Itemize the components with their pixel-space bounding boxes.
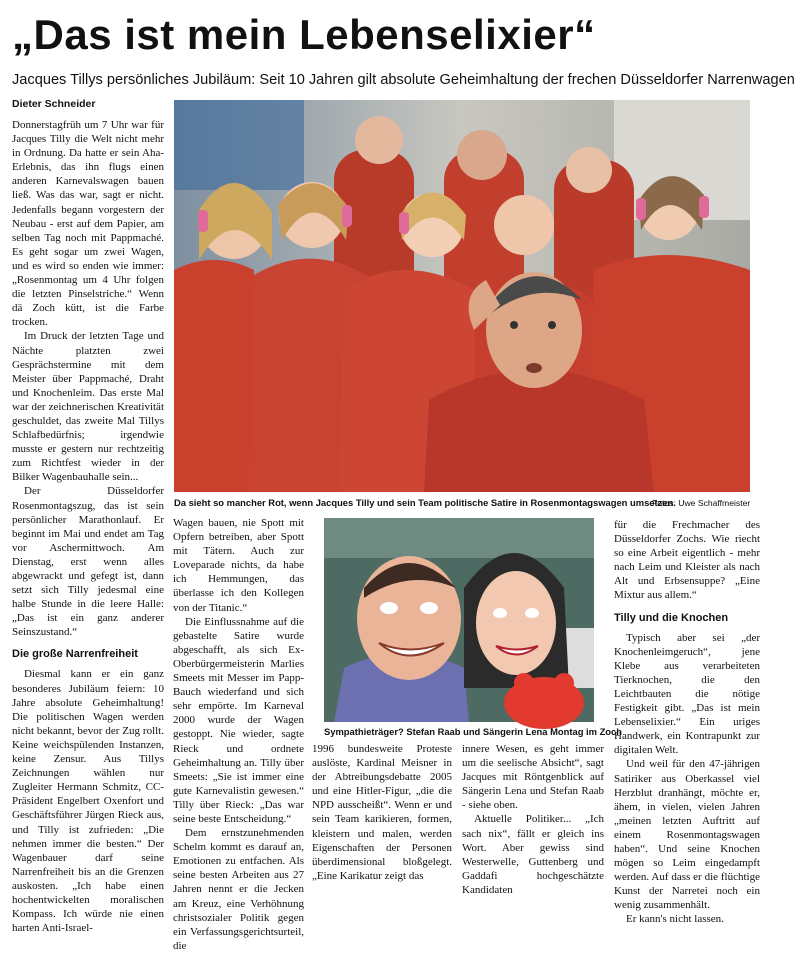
paragraph: Dem ernstzunehmenden Schelm kommt es darauf an, Emotionen zu entfachen. Als seine besten Arbeiten aus 27 Jahren nennt er die Jecken am Kreuz, eine Verhöhnung christsozialer Politik gegen ein Verfassungsgerichtsurteil, die [173, 827, 304, 952]
paragraph: Und weil für den 47-jährigen Satiriker aus Oberkassel viel Herzblut dranhängt, möchte er, ähem, in vielen, vielen Jahren „meinen letzten Auftritt auf einem Rosenmontagswagen haben“. Und seine Knochen mögen so Leim eingedampft werden. Auf dass er die flüchtige Kunst der Narretei noch ein wenig zusammenhält. [614, 758, 760, 912]
main-photo-caption: Da sieht so mancher Rot, wenn Jacques Tilly und sein Team politische Satire in Rosenmontagswagen umsetzen. [174, 497, 676, 508]
headline: „Das ist mein Lebenselixier“ [12, 11, 596, 58]
section-heading: Die große Narrenfreiheit [12, 648, 138, 661]
paragraph: Die Einflussnahme auf die gebastelte Satire wurde abgeschafft, als sich Ex-Oberbürgermeisterin Marlies Smeets mit Messer im Papp-Bauch wiederfand und sich sehr empörte. Im Karneval 2000 wurde der Wagen gestoppt. Nie wieder, sagte Rieck und ordnete Geheimhaltung an. Tilly über Smeets: „Sie ist immer eine gute Karnevalistin gewesen.“ Tilly über Rieck: „Das war seine beste Entscheidung.“ [173, 615, 304, 825]
paragraph: Typisch aber sei „der Knochenleimgeruch“, jene Klebe aus verarbeiteten Tierknochen, die den Leichtbauten die nötige Festigkeit gibt. „Das ist mein Lebenselixier.“ Ein uriges Handwerk, ein Kontrapunkt zur digitalen Welt. [614, 631, 760, 757]
team-photo-illustration [174, 100, 750, 492]
paragraph: innere Wesen, es geht immer um die seelische Absicht“, sagt Jacques mit Röntgenblick auf Sängerin Lena und Stefan Raab - siehe oben. [462, 743, 604, 812]
article-column-5 [614, 518, 760, 926]
paragraph: 1996 bundesweite Proteste auslöste, Kardinal Meisner in der Abtreibungsdebatte 2005 und eine Hitler-Figur, „die die NPD ausscheißt“. Wenn er und sein Team karikieren, formen, kleistern und malen, werden Eigenschaften der Personen überdimensional bloßgelegt. „Eine Karikatur zeigt das [312, 743, 452, 882]
paragraph: Wagen bauen, nie Spott mit Opfern betreiben, aber Spott mit Tätern. Auch zur Loveparade nichts, da habe ich Hemmungen, das überlasse ich den Kollegen von der Titanic.“ [173, 517, 304, 614]
float-photo [324, 518, 594, 722]
float-photo-caption: Sympathieträger? Stefan Raab und Sängerin Lena Montag im Zoch [324, 726, 622, 737]
article-column-4 [462, 742, 604, 896]
author-byline: Dieter Schneider [12, 98, 96, 110]
paragraph: Der Düsseldorfer Rosenmontagszug, das ist sein persönlicher Marathonlauf. Er beginnt im Mai und endet am Tag vor Aschermittwoch. Am Dienstag, erst wenn alles abgewrackt und gefegt ist, dann setzt sich Tilly jedesmal eine halbe Stunde in die leere Halle: „Das ist ein ganz anderer Seinszustand.“ [12, 485, 164, 639]
section-heading: Tilly und die Knochen [614, 611, 729, 624]
article-column-2 [173, 516, 304, 952]
paragraph: Diesmal kann er ein ganz besonderes Jubiläum feiern: 10 Jahre absolute Geheimhaltung! Die politischen Wagen werden nicht bekannt, bevor der Zug rollt. Keine weichspülenden Instanzen, keine Zensur. Aus Tillys Zeichnungen wählen nur Zugleiter Hermann Schmitz, CC-Präsident Engelbert Oxenfort und Geschäftsführer Jürgen Rieck aus, und Tilly ist zufrieden: „Die nehmen immer die besten.“ Der Wagenbauer darf seine Narrenfreiheit bis an die Grenzen auskosten. „Ich habe einen hochentwickelten moralischen Kompass. Ich würde nie einen harten Anti-Israel- [12, 668, 164, 935]
paragraph: Im Druck der letzten Tage und Nächte platzten zwei Gesprächstermine mit dem Meister über Pappmaché, Draht und Knochenleim. Das erste Mal war der zeichnerischen Kreativität geschuldet, das zweite Mal Tillys Schlafbedürfnis; irgendwie musste er gestern nur rechtzeitig zum Richtfest wieder in der Bilker Wagenbauhalle sein... [12, 330, 164, 484]
paragraph: für die Frechmacher des Düsseldorfer Zochs. Wie riecht so eine Arbeit eigentlich - mehr nach Leim und Kleister als nach Alt und Erbsensuppe? „Eine Mixtur aus allem.“ [614, 519, 760, 602]
team-photo [174, 100, 750, 492]
float-figures-illustration [324, 518, 594, 722]
article-column-1 [12, 118, 164, 935]
paragraph: Aktuelle Politiker... „Ich sach nix“, fällt er gleich ins Wort. Aber gewiss sind Westerwelle, Guttenberg und Gaddafi hochgeschätzte Kandidaten [462, 813, 604, 896]
paragraph: Donnerstagfrüh um 7 Uhr war für Jacques Tilly die Welt nicht mehr in Ordnung. Da hatte er sein Aha-Erlebnis, das ihn flugs einen anderen Karnevalswagen bauen ließ. Was das war, sagt er nicht. Jedenfalls begann vorgestern der Neubau - erst auf dem Papier, am selben Tag noch mit Pappmaché. Es geht sogar um zwei Wagen, und es wird so enden wie immer: „Rosenmontag um 4 Uhr folgen die letzten Pinselstriche.“ Wenn dä Zoch kütt, ist die Farbe trocken. [12, 119, 164, 329]
paragraph: Er kann's nicht lassen. [626, 913, 724, 926]
photo-credit: Fotos: Uwe Schaffmeister [652, 498, 751, 508]
subheadline: Jacques Tillys persönliches Jubiläum: Seit 10 Jahren gilt absolute Geheimhaltung der frechen Düsseldorfer Narrenwagen [12, 72, 795, 88]
article-column-3 [312, 742, 452, 882]
